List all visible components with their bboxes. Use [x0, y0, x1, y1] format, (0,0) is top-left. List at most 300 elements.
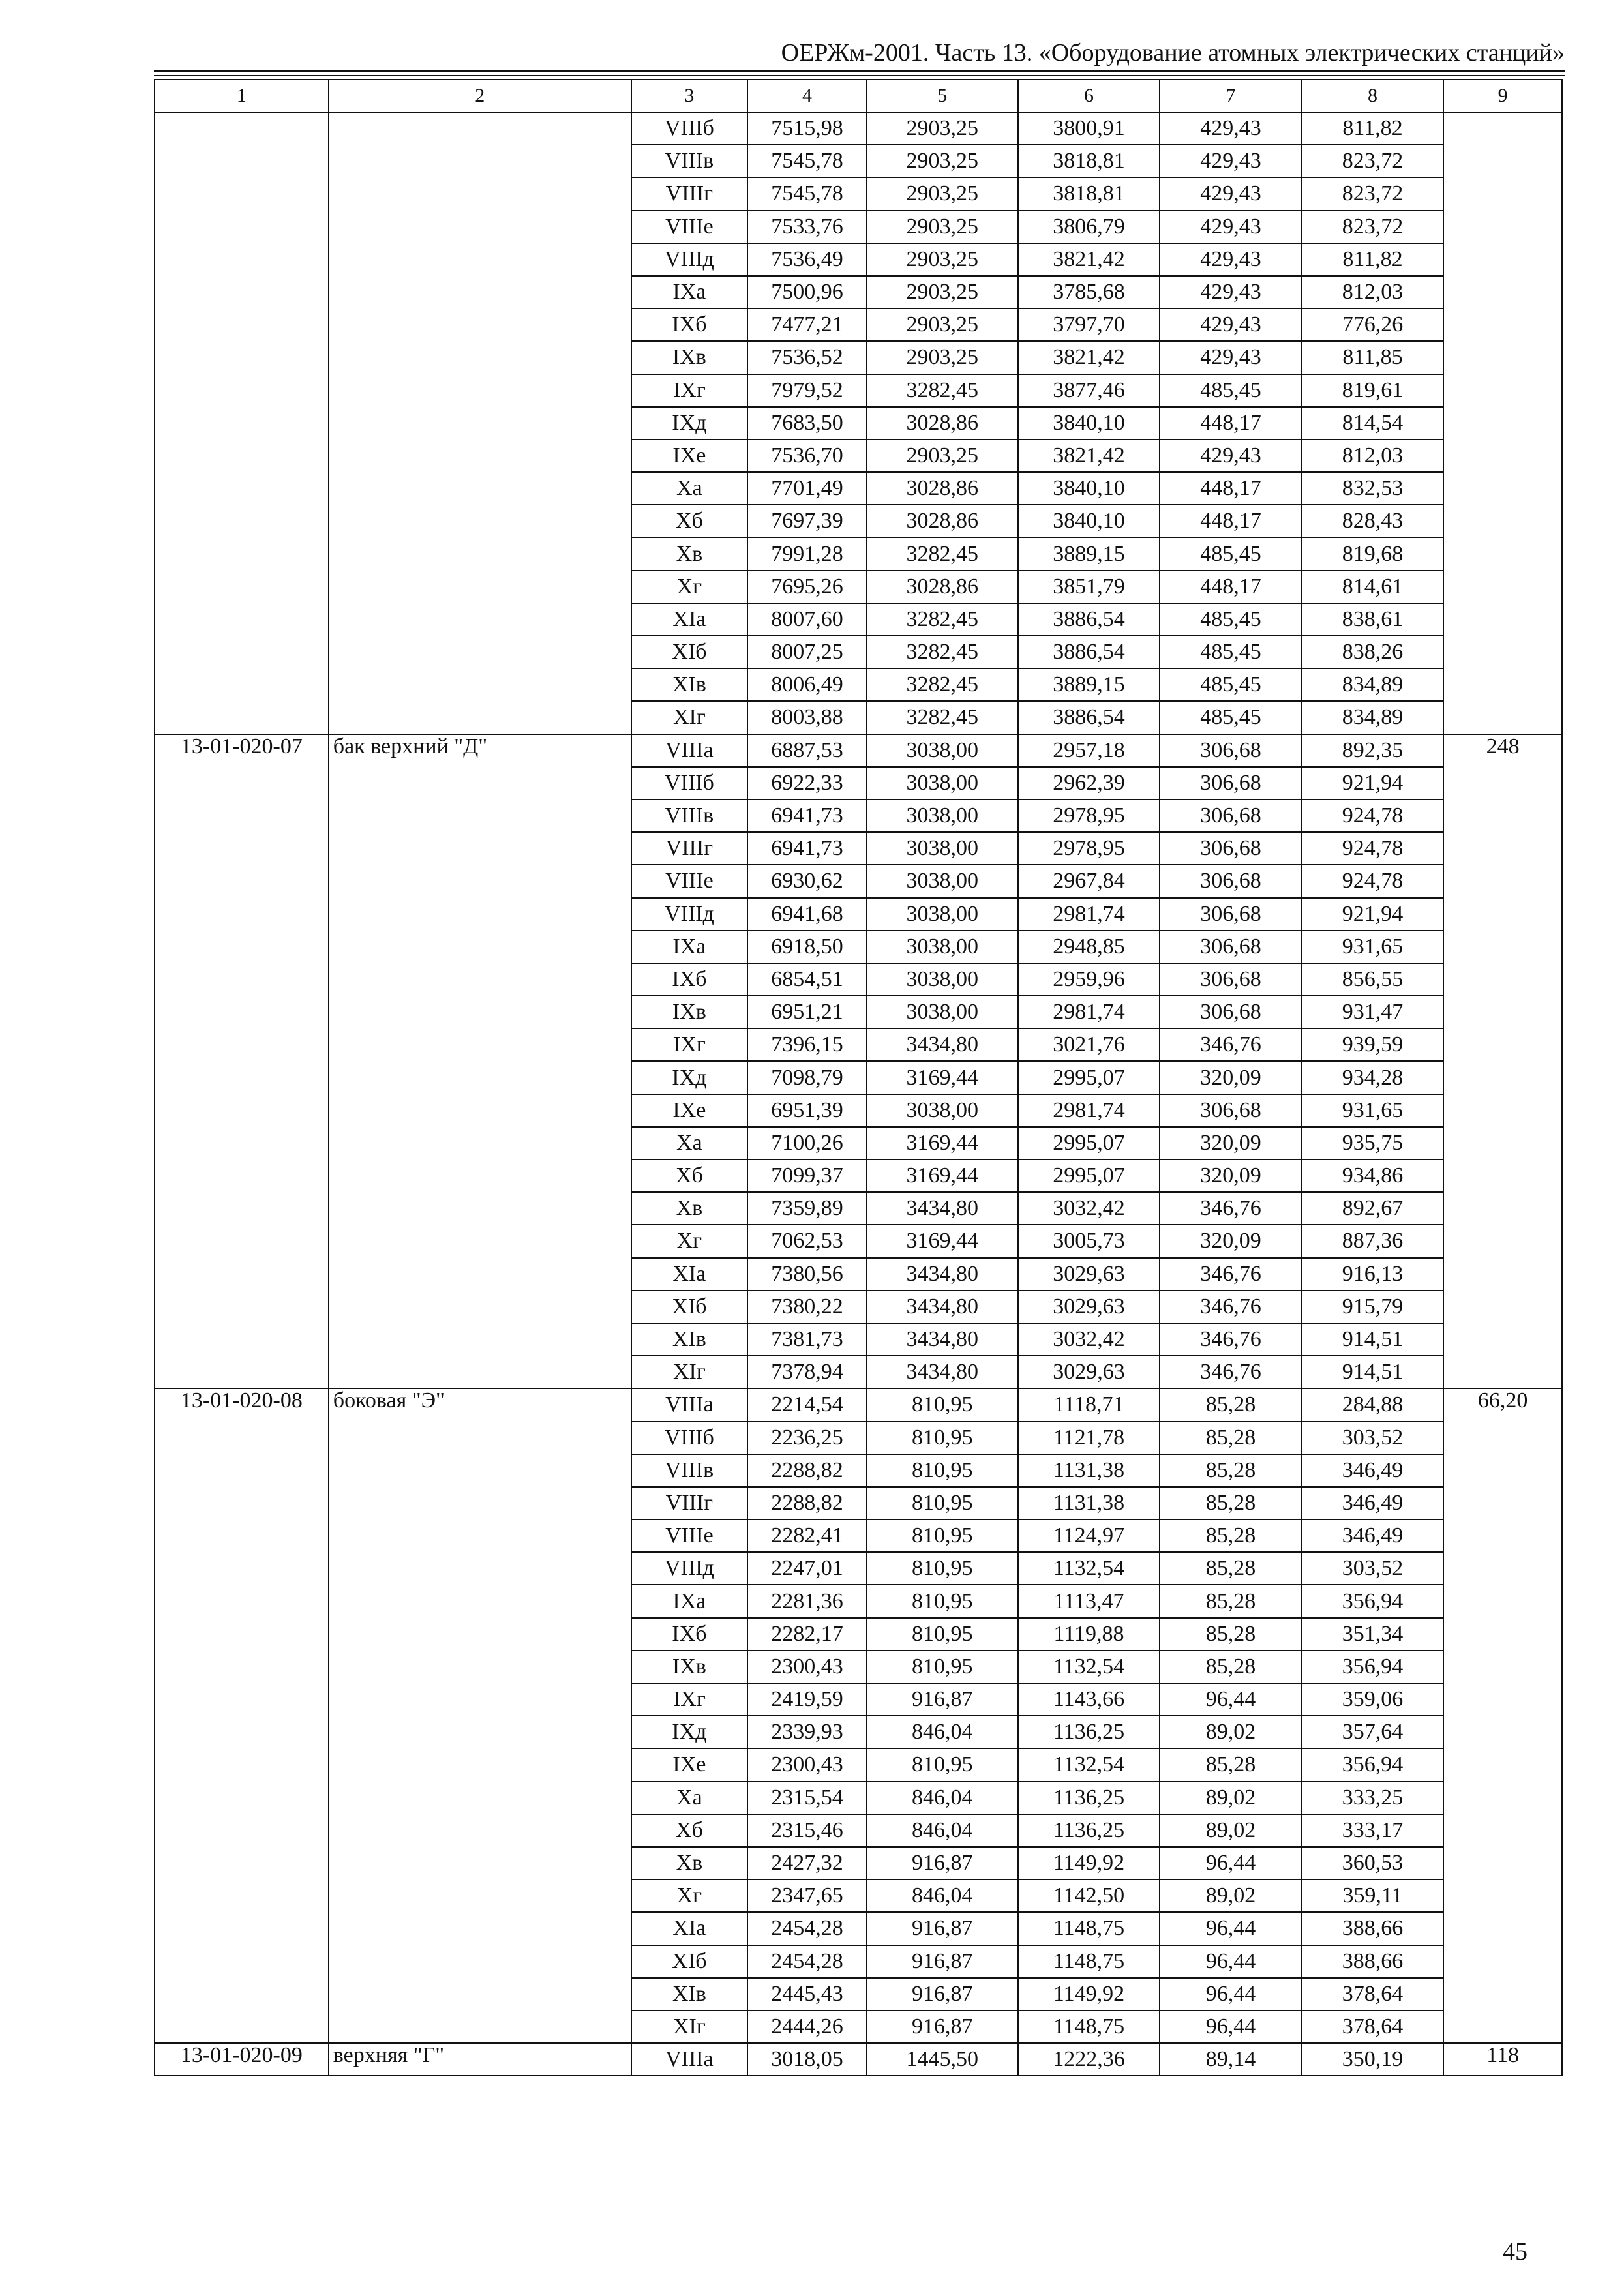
item-name-cell [329, 177, 631, 210]
wages-cell: 2903,25 [867, 177, 1018, 210]
machinist-wages-cell: 85,28 [1160, 1651, 1302, 1683]
materials-cell: 834,89 [1302, 701, 1444, 734]
zone-cell: Xв [631, 1192, 748, 1225]
column-number: 2 [329, 80, 631, 112]
total-cost-cell: 2282,17 [747, 1618, 867, 1651]
table-row [155, 243, 1562, 276]
total-cost-cell: 2454,28 [747, 1945, 867, 1978]
total-cost-cell: 7477,21 [747, 308, 867, 341]
total-cost-cell: 2300,43 [747, 1748, 867, 1781]
item-code-cell: 13-01-020-09 [155, 2043, 329, 2076]
machinist-wages-cell: 85,28 [1160, 1519, 1302, 1552]
machines-cell: 1124,97 [1018, 1519, 1160, 1552]
labor-cell [1443, 931, 1562, 963]
materials-cell: 934,86 [1302, 1159, 1444, 1192]
wages-cell: 3434,80 [867, 1028, 1018, 1061]
machines-cell: 2981,74 [1018, 898, 1160, 931]
materials-cell: 812,03 [1302, 276, 1444, 308]
machines-cell: 3029,63 [1018, 1291, 1160, 1323]
item-code-cell: 13-01-020-08 [155, 1388, 329, 1421]
total-cost-cell: 2315,54 [747, 1782, 867, 1814]
zone-cell: IXв [631, 1651, 748, 1683]
table-row [155, 603, 1562, 636]
machines-cell: 2981,74 [1018, 996, 1160, 1028]
total-cost-cell: 7533,76 [747, 211, 867, 243]
table-row [155, 177, 1562, 210]
machinist-wages-cell: 96,44 [1160, 1847, 1302, 1879]
labor-cell [1443, 505, 1562, 537]
machinist-wages-cell: 85,28 [1160, 1618, 1302, 1651]
zone-cell: Xа [631, 1782, 748, 1814]
machines-cell: 3785,68 [1018, 276, 1160, 308]
machines-cell: 3032,42 [1018, 1323, 1160, 1356]
table-row [155, 1422, 1562, 1454]
machines-cell: 3821,42 [1018, 440, 1160, 472]
total-cost-cell: 6922,33 [747, 767, 867, 800]
machinist-wages-cell: 96,44 [1160, 1945, 1302, 1978]
machines-cell: 3889,15 [1018, 537, 1160, 570]
wages-cell: 810,95 [867, 1422, 1018, 1454]
item-code-cell [155, 112, 329, 145]
item-name-cell [329, 800, 631, 832]
item-name-cell [329, 505, 631, 537]
zone-cell: IXе [631, 1094, 748, 1127]
zone-cell: Xб [631, 1814, 748, 1847]
machinist-wages-cell: 306,68 [1160, 898, 1302, 931]
item-code-cell [155, 211, 329, 243]
zone-cell: IXг [631, 1028, 748, 1061]
wages-cell: 3038,00 [867, 767, 1018, 800]
machines-cell: 1136,25 [1018, 1716, 1160, 1748]
item-name-cell [329, 472, 631, 505]
labor-cell [1443, 1225, 1562, 1257]
labor-cell [1443, 1748, 1562, 1781]
materials-cell: 931,65 [1302, 1094, 1444, 1127]
wages-cell: 3282,45 [867, 603, 1018, 636]
item-name-cell [329, 931, 631, 963]
machines-cell: 3800,91 [1018, 112, 1160, 145]
table-row [155, 276, 1562, 308]
item-name-cell [329, 832, 631, 865]
zone-cell: VIIIг [631, 832, 748, 865]
item-code-cell [155, 1094, 329, 1127]
table-row [155, 341, 1562, 374]
labor-cell [1443, 1651, 1562, 1683]
materials-cell: 811,82 [1302, 112, 1444, 145]
total-cost-cell: 6951,21 [747, 996, 867, 1028]
zone-cell: XIв [631, 668, 748, 701]
labor-cell [1443, 603, 1562, 636]
machinist-wages-cell: 85,28 [1160, 1487, 1302, 1519]
labor-cell [1443, 472, 1562, 505]
machinist-wages-cell: 89,02 [1160, 1716, 1302, 1748]
wages-cell: 846,04 [867, 1814, 1018, 1847]
item-code-cell [155, 1422, 329, 1454]
machines-cell: 3818,81 [1018, 145, 1160, 177]
item-name-cell [329, 407, 631, 440]
item-code-cell [155, 276, 329, 308]
labor-cell [1443, 537, 1562, 570]
item-code-cell [155, 1356, 329, 1388]
item-code-cell [155, 1323, 329, 1356]
item-name-cell [329, 963, 631, 996]
item-name-cell [329, 865, 631, 897]
item-name-cell [329, 243, 631, 276]
total-cost-cell: 7536,70 [747, 440, 867, 472]
table-row [155, 145, 1562, 177]
item-name-cell [329, 341, 631, 374]
table-row [155, 407, 1562, 440]
zone-cell: XIб [631, 1291, 748, 1323]
zone-cell: IXд [631, 1061, 748, 1094]
wages-cell: 2903,25 [867, 145, 1018, 177]
total-cost-cell: 3018,05 [747, 2043, 867, 2076]
wages-cell: 810,95 [867, 1552, 1018, 1585]
total-cost-cell: 6951,39 [747, 1094, 867, 1127]
wages-cell: 2903,25 [867, 276, 1018, 308]
item-code-cell [155, 1978, 329, 2011]
machinist-wages-cell: 306,68 [1160, 767, 1302, 800]
materials-cell: 378,64 [1302, 1978, 1444, 2011]
machines-cell: 1132,54 [1018, 1552, 1160, 1585]
machines-cell: 2962,39 [1018, 767, 1160, 800]
total-cost-cell: 2347,65 [747, 1879, 867, 1912]
wages-cell: 3038,00 [867, 1094, 1018, 1127]
zone-cell: VIIIд [631, 1552, 748, 1585]
labor-cell [1443, 243, 1562, 276]
total-cost-cell: 2300,43 [747, 1651, 867, 1683]
labor-cell [1443, 177, 1562, 210]
item-code-cell [155, 243, 329, 276]
wages-cell: 916,87 [867, 2011, 1018, 2043]
materials-cell: 303,52 [1302, 1422, 1444, 1454]
table-row [155, 963, 1562, 996]
labor-cell [1443, 145, 1562, 177]
materials-cell: 939,59 [1302, 1028, 1444, 1061]
table-row [155, 1945, 1562, 1978]
machines-cell: 3886,54 [1018, 636, 1160, 668]
materials-cell: 359,11 [1302, 1879, 1444, 1912]
machinist-wages-cell: 485,45 [1160, 603, 1302, 636]
table-row [155, 2011, 1562, 2043]
wages-cell: 916,87 [867, 1912, 1018, 1945]
machinist-wages-cell: 306,68 [1160, 963, 1302, 996]
item-name-cell [329, 1651, 631, 1683]
total-cost-cell: 8003,88 [747, 701, 867, 734]
materials-cell: 333,25 [1302, 1782, 1444, 1814]
materials-cell: 887,36 [1302, 1225, 1444, 1257]
wages-cell: 3038,00 [867, 832, 1018, 865]
table-row [155, 996, 1562, 1028]
total-cost-cell: 7536,52 [747, 341, 867, 374]
wages-cell: 3282,45 [867, 374, 1018, 407]
zone-cell: IXг [631, 1683, 748, 1716]
machines-cell: 3889,15 [1018, 668, 1160, 701]
page-header-title: ОЕРЖм-2001. Часть 13. «Оборудование атомных электрических станций» [781, 39, 1565, 67]
labor-cell [1443, 963, 1562, 996]
item-code-cell [155, 1552, 329, 1585]
machines-cell: 3886,54 [1018, 603, 1160, 636]
wages-cell: 1445,50 [867, 2043, 1018, 2076]
item-code-cell [155, 440, 329, 472]
zone-cell: Xа [631, 472, 748, 505]
machines-cell: 3821,42 [1018, 243, 1160, 276]
wages-cell: 3038,00 [867, 734, 1018, 767]
total-cost-cell: 7381,73 [747, 1323, 867, 1356]
materials-cell: 356,94 [1302, 1748, 1444, 1781]
table-row [155, 701, 1562, 734]
zone-cell: Xв [631, 1847, 748, 1879]
machines-cell: 2978,95 [1018, 832, 1160, 865]
wages-cell: 810,95 [867, 1618, 1018, 1651]
machines-cell: 1113,47 [1018, 1585, 1160, 1617]
zone-cell: IXд [631, 1716, 748, 1748]
item-name-cell [329, 1552, 631, 1585]
zone-cell: IXе [631, 1748, 748, 1781]
labor-cell [1443, 440, 1562, 472]
item-name-cell [329, 1748, 631, 1781]
column-number: 4 [747, 80, 867, 112]
materials-cell: 819,68 [1302, 537, 1444, 570]
total-cost-cell: 6941,73 [747, 800, 867, 832]
table-row [155, 1618, 1562, 1651]
item-code-cell [155, 603, 329, 636]
item-code-cell [155, 1748, 329, 1781]
zone-cell: Xг [631, 571, 748, 603]
item-name-cell [329, 1356, 631, 1388]
machinist-wages-cell: 448,17 [1160, 472, 1302, 505]
item-name-cell [329, 1978, 631, 2011]
labor-cell [1443, 571, 1562, 603]
machinist-wages-cell: 306,68 [1160, 734, 1302, 767]
machines-cell: 1119,88 [1018, 1618, 1160, 1651]
materials-cell: 838,61 [1302, 603, 1444, 636]
machinist-wages-cell: 320,09 [1160, 1159, 1302, 1192]
zone-cell: XIб [631, 636, 748, 668]
table-row [155, 800, 1562, 832]
table-row [155, 1847, 1562, 1879]
table-row [155, 1291, 1562, 1323]
machines-cell: 3806,79 [1018, 211, 1160, 243]
labor-cell [1443, 1978, 1562, 2011]
total-cost-cell: 7536,49 [747, 243, 867, 276]
table-row [155, 668, 1562, 701]
machines-cell: 3840,10 [1018, 472, 1160, 505]
item-name-cell [329, 1487, 631, 1519]
table-row [155, 1225, 1562, 1257]
table-row [155, 1683, 1562, 1716]
labor-cell [1443, 1814, 1562, 1847]
item-code-cell [155, 341, 329, 374]
materials-cell: 838,26 [1302, 636, 1444, 668]
total-cost-cell: 2288,82 [747, 1454, 867, 1487]
machinist-wages-cell: 346,76 [1160, 1258, 1302, 1291]
item-code-cell [155, 1159, 329, 1192]
table-row [155, 211, 1562, 243]
total-cost-cell: 7396,15 [747, 1028, 867, 1061]
machinist-wages-cell: 89,02 [1160, 1814, 1302, 1847]
zone-cell: XIа [631, 1912, 748, 1945]
item-code-cell [155, 701, 329, 734]
materials-cell: 924,78 [1302, 865, 1444, 897]
total-cost-cell: 2282,41 [747, 1519, 867, 1552]
wages-cell: 3038,00 [867, 865, 1018, 897]
zone-cell: IXе [631, 440, 748, 472]
materials-cell: 357,64 [1302, 1716, 1444, 1748]
labor-cell [1443, 1192, 1562, 1225]
total-cost-cell: 8007,25 [747, 636, 867, 668]
machines-cell: 3877,46 [1018, 374, 1160, 407]
materials-cell: 931,47 [1302, 996, 1444, 1028]
item-code-cell [155, 1487, 329, 1519]
wages-cell: 3038,00 [867, 800, 1018, 832]
table-row [155, 1127, 1562, 1159]
labor-cell [1443, 668, 1562, 701]
machinist-wages-cell: 89,14 [1160, 2043, 1302, 2076]
zone-cell: XIв [631, 1978, 748, 2011]
table-row [155, 1585, 1562, 1617]
zone-cell: VIIIг [631, 177, 748, 210]
materials-cell: 776,26 [1302, 308, 1444, 341]
item-code-cell [155, 668, 329, 701]
zone-cell: IXа [631, 931, 748, 963]
machines-cell: 3851,79 [1018, 571, 1160, 603]
machinist-wages-cell: 429,43 [1160, 308, 1302, 341]
table-row [155, 2043, 1562, 2076]
materials-cell: 346,49 [1302, 1487, 1444, 1519]
item-code-cell: 13-01-020-07 [155, 734, 329, 767]
zone-cell: IXа [631, 1585, 748, 1617]
table-row [155, 1782, 1562, 1814]
wages-cell: 3434,80 [867, 1356, 1018, 1388]
item-code-cell [155, 898, 329, 931]
table-row [155, 1258, 1562, 1291]
zone-cell: VIIIг [631, 1487, 748, 1519]
labor-cell: 248 [1443, 734, 1562, 767]
table-row [155, 1748, 1562, 1781]
materials-cell: 823,72 [1302, 145, 1444, 177]
zone-cell: VIIIв [631, 145, 748, 177]
table-row [155, 1912, 1562, 1945]
total-cost-cell: 7359,89 [747, 1192, 867, 1225]
zone-cell: VIIIа [631, 1388, 748, 1421]
total-cost-cell: 2288,82 [747, 1487, 867, 1519]
machines-cell: 1148,75 [1018, 2011, 1160, 2043]
zone-cell: VIIIа [631, 734, 748, 767]
item-name-cell: верхняя "Г" [329, 2043, 631, 2076]
total-cost-cell: 2281,36 [747, 1585, 867, 1617]
table-body [155, 80, 1562, 2076]
column-number: 6 [1018, 80, 1160, 112]
materials-cell: 333,17 [1302, 1814, 1444, 1847]
labor-cell [1443, 1291, 1562, 1323]
labor-cell [1443, 112, 1562, 145]
machines-cell: 1149,92 [1018, 1847, 1160, 1879]
labor-cell [1443, 800, 1562, 832]
page-number: 45 [1503, 2238, 1527, 2266]
machines-cell: 2948,85 [1018, 931, 1160, 963]
materials-cell: 284,88 [1302, 1388, 1444, 1421]
machinist-wages-cell: 306,68 [1160, 800, 1302, 832]
total-cost-cell: 7515,98 [747, 112, 867, 145]
labor-cell [1443, 1945, 1562, 1978]
item-code-cell [155, 1945, 329, 1978]
total-cost-cell: 2445,43 [747, 1978, 867, 2011]
item-name-cell [329, 145, 631, 177]
total-cost-cell: 6887,53 [747, 734, 867, 767]
total-cost-cell: 7697,39 [747, 505, 867, 537]
wages-cell: 810,95 [867, 1651, 1018, 1683]
item-code-cell [155, 996, 329, 1028]
table-row [155, 1879, 1562, 1912]
wages-cell: 3282,45 [867, 537, 1018, 570]
zone-cell: Xг [631, 1879, 748, 1912]
machines-cell: 1136,25 [1018, 1814, 1160, 1847]
wages-cell: 3038,00 [867, 996, 1018, 1028]
materials-cell: 935,75 [1302, 1127, 1444, 1159]
item-name-cell [329, 636, 631, 668]
labor-cell [1443, 1028, 1562, 1061]
labor-cell [1443, 374, 1562, 407]
total-cost-cell: 2315,46 [747, 1814, 867, 1847]
zone-cell: Xа [631, 1127, 748, 1159]
machines-cell: 1148,75 [1018, 1912, 1160, 1945]
labor-cell [1443, 1683, 1562, 1716]
materials-cell: 812,03 [1302, 440, 1444, 472]
item-name-cell [329, 1061, 631, 1094]
labor-cell [1443, 1258, 1562, 1291]
machinist-wages-cell: 85,28 [1160, 1552, 1302, 1585]
machinist-wages-cell: 89,02 [1160, 1879, 1302, 1912]
materials-cell: 378,64 [1302, 2011, 1444, 2043]
zone-cell: XIа [631, 603, 748, 636]
zone-cell: VIIIд [631, 243, 748, 276]
table-row [155, 865, 1562, 897]
total-cost-cell: 6941,68 [747, 898, 867, 931]
item-code-cell [155, 1519, 329, 1552]
total-cost-cell: 7098,79 [747, 1061, 867, 1094]
item-name-cell [329, 1422, 631, 1454]
total-cost-cell: 2444,26 [747, 2011, 867, 2043]
machinist-wages-cell: 306,68 [1160, 832, 1302, 865]
materials-cell: 811,85 [1302, 341, 1444, 374]
labor-cell [1443, 1422, 1562, 1454]
wages-cell: 3169,44 [867, 1225, 1018, 1257]
item-name-cell [329, 701, 631, 734]
item-code-cell [155, 374, 329, 407]
item-code-cell [155, 407, 329, 440]
wages-cell: 3282,45 [867, 668, 1018, 701]
labor-cell [1443, 1585, 1562, 1617]
item-name-cell [329, 112, 631, 145]
wages-cell: 916,87 [867, 1847, 1018, 1879]
machinist-wages-cell: 346,76 [1160, 1028, 1302, 1061]
item-code-cell [155, 1879, 329, 1912]
machinist-wages-cell: 448,17 [1160, 571, 1302, 603]
total-cost-cell: 2339,93 [747, 1716, 867, 1748]
machinist-wages-cell: 320,09 [1160, 1225, 1302, 1257]
materials-cell: 916,13 [1302, 1258, 1444, 1291]
machinist-wages-cell: 320,09 [1160, 1061, 1302, 1094]
labor-cell [1443, 1782, 1562, 1814]
machinist-wages-cell: 85,28 [1160, 1585, 1302, 1617]
wages-cell: 3038,00 [867, 963, 1018, 996]
total-cost-cell: 7545,78 [747, 177, 867, 210]
total-cost-cell: 7500,96 [747, 276, 867, 308]
total-cost-cell: 2419,59 [747, 1683, 867, 1716]
item-code-cell [155, 800, 329, 832]
item-name-cell [329, 1683, 631, 1716]
